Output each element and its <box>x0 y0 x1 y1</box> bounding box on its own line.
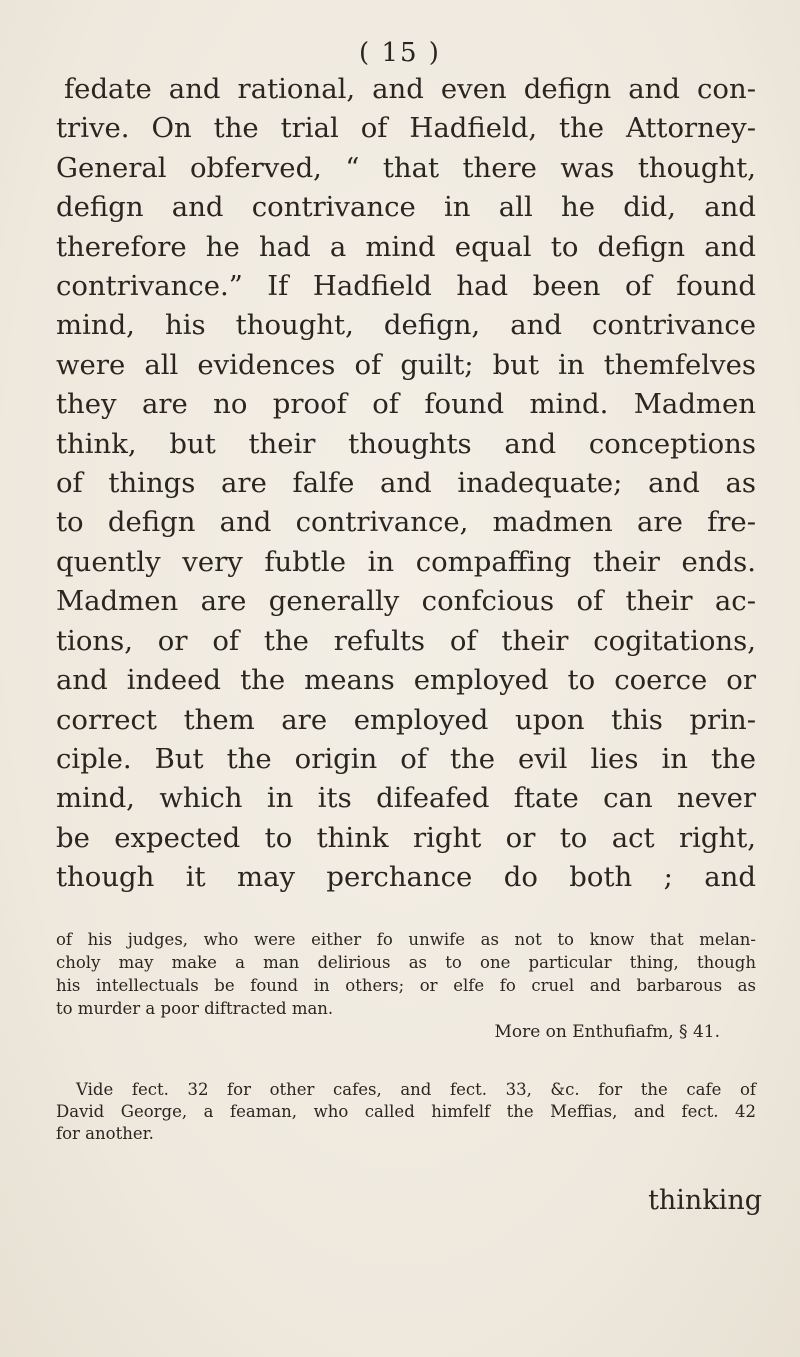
text-line: were all evidences of guilt; but in themfelves <box>56 348 756 381</box>
page-number: ( 15 ) <box>359 38 441 68</box>
cross-reference-note <box>56 1079 756 1145</box>
footnote <box>56 928 756 1020</box>
text-line: fedate and rational, and even defign and con- <box>64 73 756 105</box>
text-line: of things are falfe and inadequate; and as <box>56 467 756 500</box>
footnote-line: choly may make a man delirious as to one particular thing, though <box>56 953 756 972</box>
text-line: General obferved, “ that there was thought, <box>56 151 756 184</box>
note-line: for another. <box>56 1124 154 1143</box>
footnote-line: to murder a poor diftracted man. <box>56 999 334 1018</box>
text-line: tions, or of the refults of their cogitations, <box>56 624 756 657</box>
footnote-attribution: More on Enthufiafm, § 41. <box>494 1022 720 1042</box>
text-line: mind, his thought, defign, and contrivance <box>56 309 756 342</box>
catchword: thinking <box>648 1185 762 1216</box>
text-line: think, but their thoughts and conceptions <box>56 427 756 460</box>
text-line: correct them are employed upon this prin- <box>56 703 756 736</box>
text-line: quently very fubtle in compaffing their ends. <box>56 545 756 578</box>
text-line: though it may perchance do both ; and <box>56 861 756 894</box>
text-line: contrivance.” If Hadfield had been of found <box>56 270 756 303</box>
text-line: they are no proof of found mind. Madmen <box>56 388 756 421</box>
footnote-line: his intellectuals be found in others; or elfe fo cruel and barbarous as <box>56 976 756 995</box>
text-line: Madmen are generally confcious of their ac- <box>56 585 756 618</box>
main-text <box>56 70 756 898</box>
text-line: mind, which in its difeafed ftate can never <box>56 782 756 815</box>
text-line: ciple. But the origin of the evil lies in the <box>56 742 756 775</box>
footnote-line: of his judges, who were either fo unwife as not to know that melan- <box>56 930 756 949</box>
text-line: defign and contrivance in all he did, and <box>56 191 756 224</box>
text-line: trive. On the trial of Hadfield, the Attorney- <box>56 112 756 145</box>
note-line: David George, a feaman, who called himfelf the Meffias, and fect. 42 <box>56 1102 756 1121</box>
text-line: be expected to think right or to act right, <box>56 821 756 854</box>
text-line: to defign and contrivance, madmen are fre- <box>56 506 756 539</box>
text-line: and indeed the means employed to coerce or <box>56 664 756 697</box>
text-line: therefore he had a mind equal to defign and <box>56 230 756 263</box>
note-line: Vide fect. 32 for other cafes, and fect. 33, &c. for the cafe of <box>76 1080 756 1099</box>
